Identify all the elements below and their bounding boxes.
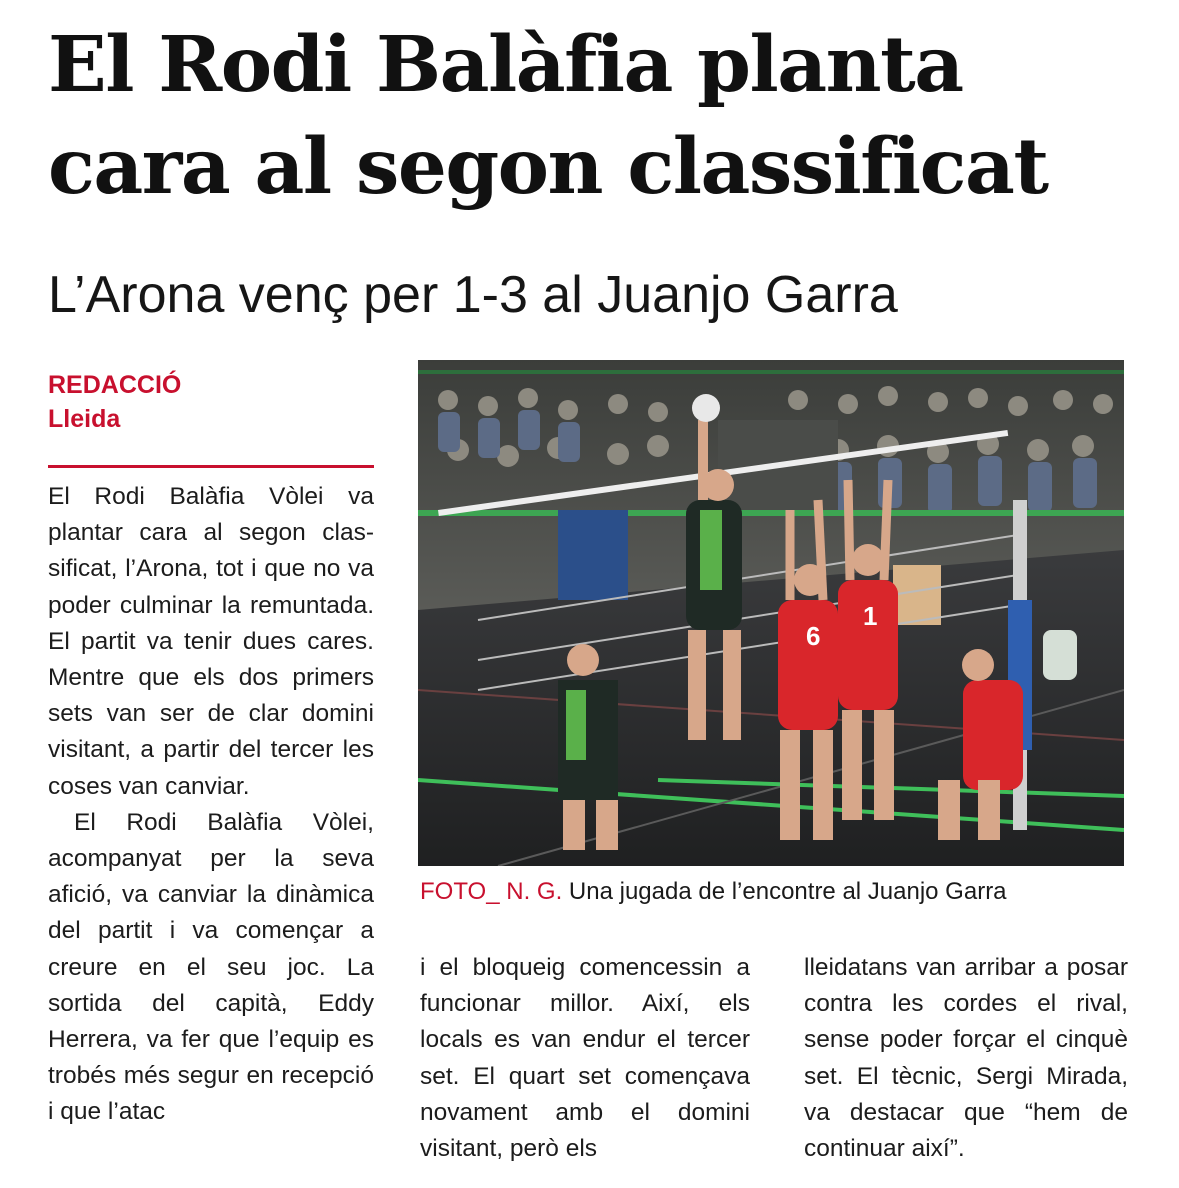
headline-line-2: cara al segon classificat: [48, 122, 1048, 212]
headline-line-1: El Rodi Balàfia planta: [48, 20, 963, 110]
chair-icon: [1043, 630, 1077, 680]
article-subheadline: L’Arona venç per 1-3 al Juanjo Garra: [48, 266, 898, 324]
body-column-1: [48, 479, 374, 1131]
body-paragraph-4: lleidatans van arribar a posar contra les cordes el rival, sense poder forçar el cinquè set. El tècnic, Sergi Mirada, va destacar que “hem de continuar així”.: [804, 954, 1128, 1163]
body-column-3: [804, 950, 1128, 1167]
banner-icon: [558, 510, 628, 600]
article-headline: [48, 14, 1158, 218]
photo-caption: [420, 874, 1140, 910]
jersey-number-left: 6: [806, 621, 821, 651]
byline-rule: [48, 465, 374, 468]
body-paragraph-1: El Rodi Balàfia Vòlei va plantar cara al segon classificat, l’Arona, tot i que no va poder culminar la remuntada. El partit va tenir dues cares. Mentre que els dos primers sets van ser de clar domini visitant, a partir del tercer les coses van canviar.: [48, 483, 374, 800]
jersey-number-right: 1: [863, 601, 878, 631]
byline: [48, 368, 181, 436]
article-photo: [418, 360, 1124, 866]
byline-location: Lleida: [48, 405, 121, 433]
byline-author: REDACCIÓ: [48, 371, 182, 399]
body-column-2: [420, 950, 750, 1167]
volleyball-icon: [692, 394, 720, 422]
photo-caption-text: Una jugada de l’encontre al Juanjo Garra: [562, 878, 1007, 905]
photo-credit: FOTO_ N. G.: [420, 878, 563, 905]
body-paragraph-3: i el bloqueig comencessin a funcionar millor. Així, els locals es van endur el tercer set. El quart set començava novament amb el domini visitant, però els: [420, 954, 750, 1163]
body-paragraph-2: El Rodi Balàfia Vòlei, acompanyat per la seva afició, va canviar la dinàmica del partit i va començar a creure en el seu joc. La sortida del capità, Eddy Herrera, va fer que l’equip es trobés més segur en recepció i que l’atac: [48, 808, 374, 1126]
box-icon: [893, 565, 941, 625]
